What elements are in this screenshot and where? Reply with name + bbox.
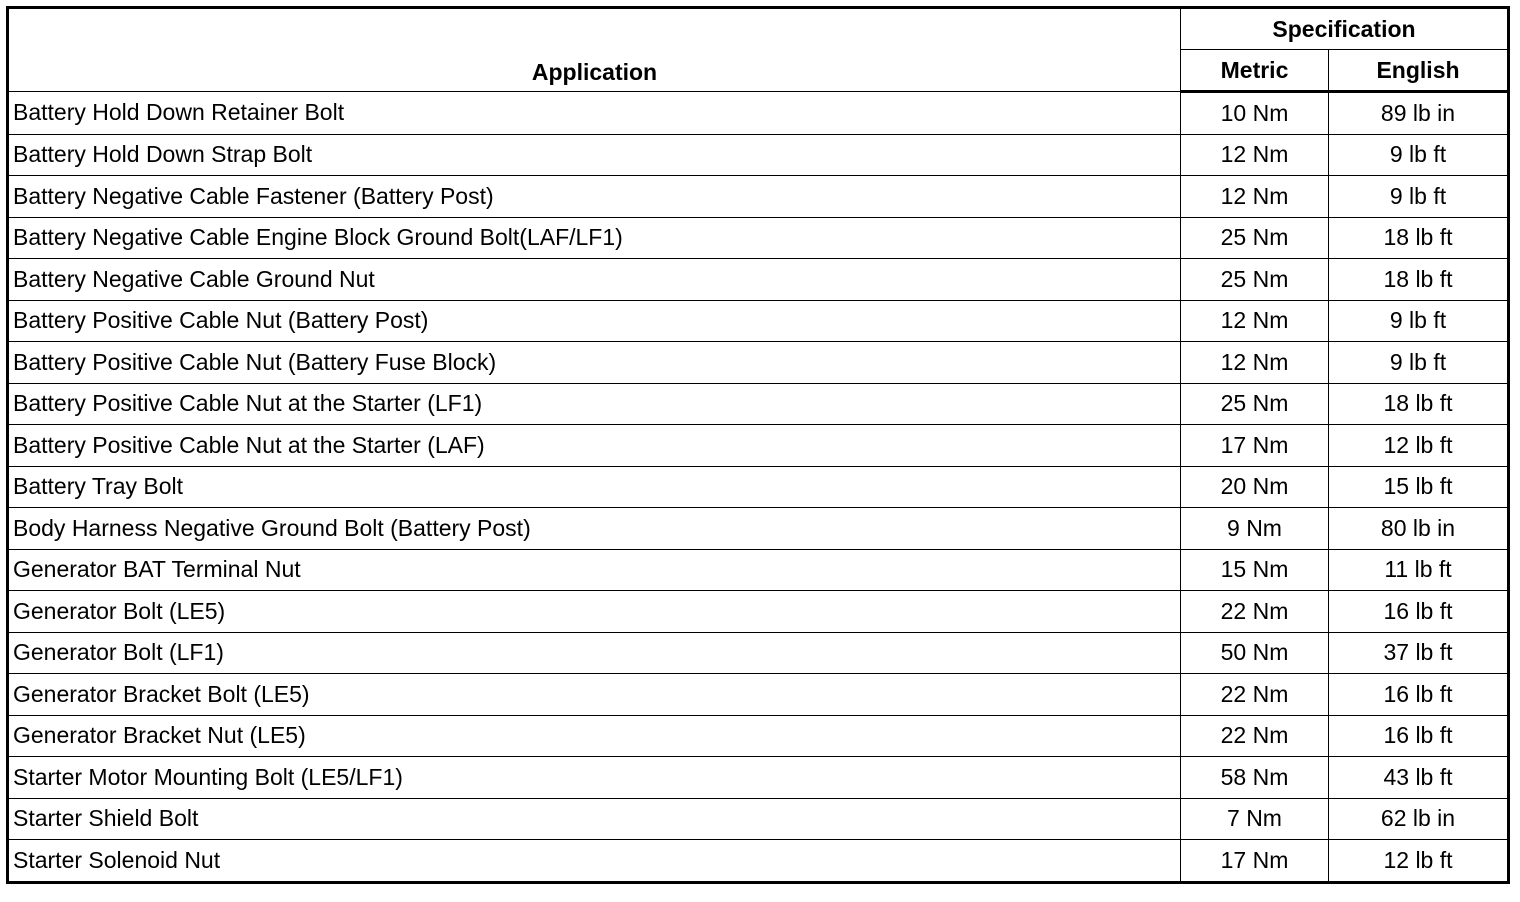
application-cell: Generator BAT Terminal Nut xyxy=(8,549,1181,591)
table-row xyxy=(8,383,1509,425)
table-row xyxy=(8,425,1509,467)
english-cell: 12 lb ft xyxy=(1329,840,1509,883)
table-row xyxy=(8,134,1509,176)
english-cell: 80 lb in xyxy=(1329,508,1509,550)
table-row xyxy=(8,176,1509,218)
application-cell: Battery Tray Bolt xyxy=(8,466,1181,508)
table-row xyxy=(8,591,1509,633)
header-row-top xyxy=(8,8,1509,50)
application-cell: Battery Positive Cable Nut (Battery Post) xyxy=(8,300,1181,342)
application-cell: Battery Positive Cable Nut (Battery Fuse Block) xyxy=(8,342,1181,384)
english-cell: 16 lb ft xyxy=(1329,715,1509,757)
english-cell: 9 lb ft xyxy=(1329,342,1509,384)
english-cell: 62 lb in xyxy=(1329,798,1509,840)
english-cell: 9 lb ft xyxy=(1329,300,1509,342)
torque-specification-table xyxy=(6,6,1510,884)
metric-cell: 12 Nm xyxy=(1181,300,1329,342)
application-cell: Generator Bracket Nut (LE5) xyxy=(8,715,1181,757)
table-row xyxy=(8,840,1509,883)
english-cell: 18 lb ft xyxy=(1329,383,1509,425)
application-cell: Body Harness Negative Ground Bolt (Battery Post) xyxy=(8,508,1181,550)
metric-cell: 15 Nm xyxy=(1181,549,1329,591)
table-row xyxy=(8,300,1509,342)
application-cell: Battery Negative Cable Ground Nut xyxy=(8,259,1181,301)
table-row xyxy=(8,466,1509,508)
english-cell: 12 lb ft xyxy=(1329,425,1509,467)
table-row xyxy=(8,342,1509,384)
table-row xyxy=(8,632,1509,674)
table-row xyxy=(8,92,1509,135)
metric-cell: 22 Nm xyxy=(1181,591,1329,633)
metric-cell: 7 Nm xyxy=(1181,798,1329,840)
metric-column-header: Metric xyxy=(1181,50,1329,92)
english-cell: 37 lb ft xyxy=(1329,632,1509,674)
application-cell: Generator Bolt (LF1) xyxy=(8,632,1181,674)
metric-cell: 58 Nm xyxy=(1181,757,1329,799)
specification-column-header: Specification xyxy=(1181,8,1509,50)
metric-cell: 25 Nm xyxy=(1181,217,1329,259)
metric-cell: 12 Nm xyxy=(1181,134,1329,176)
metric-cell: 22 Nm xyxy=(1181,715,1329,757)
english-column-header: English xyxy=(1329,50,1509,92)
table-row xyxy=(8,757,1509,799)
application-cell: Battery Positive Cable Nut at the Starter (LAF) xyxy=(8,425,1181,467)
application-cell: Battery Hold Down Retainer Bolt xyxy=(8,92,1181,135)
metric-cell: 50 Nm xyxy=(1181,632,1329,674)
metric-cell: 12 Nm xyxy=(1181,176,1329,218)
english-cell: 43 lb ft xyxy=(1329,757,1509,799)
table-row xyxy=(8,259,1509,301)
table-row xyxy=(8,798,1509,840)
metric-cell: 20 Nm xyxy=(1181,466,1329,508)
table-body xyxy=(8,92,1509,883)
english-cell: 18 lb ft xyxy=(1329,217,1509,259)
table-header xyxy=(8,8,1509,92)
metric-cell: 17 Nm xyxy=(1181,840,1329,883)
application-cell: Starter Shield Bolt xyxy=(8,798,1181,840)
table-row xyxy=(8,674,1509,716)
english-cell: 16 lb ft xyxy=(1329,674,1509,716)
table-row xyxy=(8,549,1509,591)
english-cell: 16 lb ft xyxy=(1329,591,1509,633)
metric-cell: 17 Nm xyxy=(1181,425,1329,467)
application-cell: Generator Bolt (LE5) xyxy=(8,591,1181,633)
application-cell: Starter Motor Mounting Bolt (LE5/LF1) xyxy=(8,757,1181,799)
table-row xyxy=(8,715,1509,757)
application-cell: Battery Positive Cable Nut at the Starter (LF1) xyxy=(8,383,1181,425)
application-cell: Starter Solenoid Nut xyxy=(8,840,1181,883)
application-cell: Generator Bracket Bolt (LE5) xyxy=(8,674,1181,716)
metric-cell: 22 Nm xyxy=(1181,674,1329,716)
english-cell: 15 lb ft xyxy=(1329,466,1509,508)
english-cell: 9 lb ft xyxy=(1329,176,1509,218)
application-cell: Battery Hold Down Strap Bolt xyxy=(8,134,1181,176)
application-cell: Battery Negative Cable Fastener (Battery Post) xyxy=(8,176,1181,218)
metric-cell: 10 Nm xyxy=(1181,92,1329,135)
english-cell: 11 lb ft xyxy=(1329,549,1509,591)
metric-cell: 9 Nm xyxy=(1181,508,1329,550)
english-cell: 9 lb ft xyxy=(1329,134,1509,176)
english-cell: 89 lb in xyxy=(1329,92,1509,135)
table-row xyxy=(8,508,1509,550)
application-cell: Battery Negative Cable Engine Block Ground Bolt(LAF/LF1) xyxy=(8,217,1181,259)
metric-cell: 25 Nm xyxy=(1181,383,1329,425)
english-cell: 18 lb ft xyxy=(1329,259,1509,301)
application-column-header: Application xyxy=(8,8,1181,92)
metric-cell: 12 Nm xyxy=(1181,342,1329,384)
table-row xyxy=(8,217,1509,259)
metric-cell: 25 Nm xyxy=(1181,259,1329,301)
